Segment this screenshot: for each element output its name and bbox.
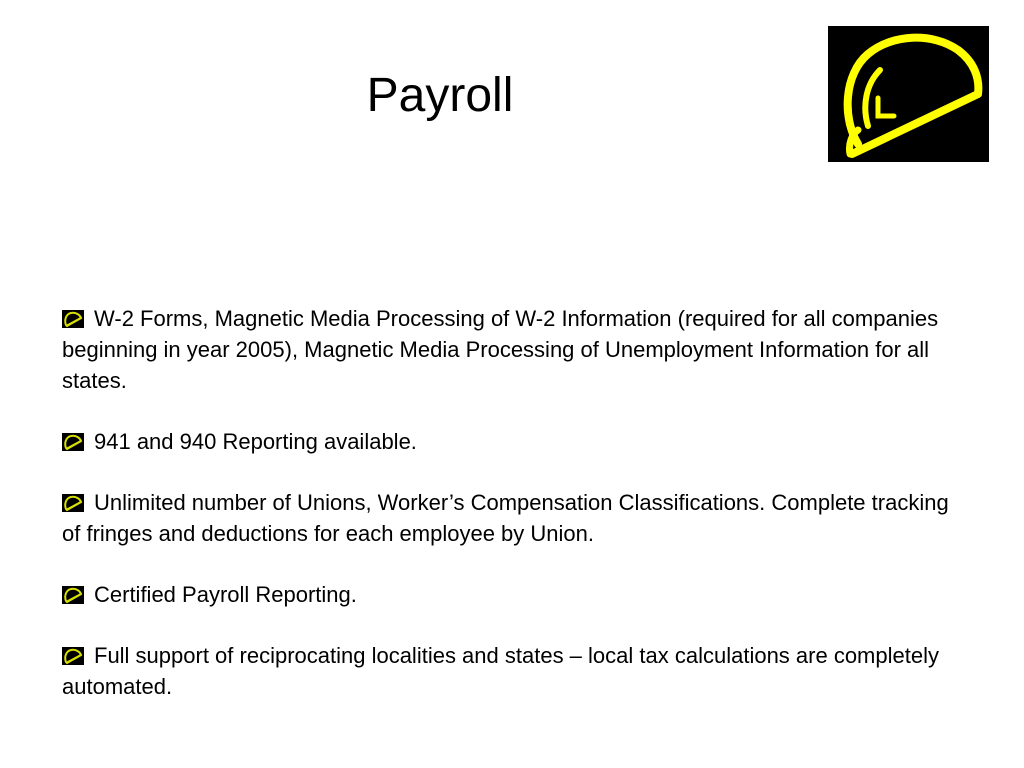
bullet-text: W-2 Forms, Magnetic Media Processing of W-2 Information (required for all companies beginning in year 2005), Magnetic Media Processing of Unemployment Information for all states. <box>62 306 939 393</box>
bullet-list <box>62 303 962 702</box>
bullet-text: Certified Payroll Reporting. <box>94 582 357 607</box>
hard-hat-bullet-icon <box>62 494 84 512</box>
bullet-item <box>62 487 962 549</box>
bullet-item <box>62 579 962 610</box>
bullet-text: Full support of reciprocating localities and states – local tax calculations are completely automated. <box>62 643 939 699</box>
hard-hat-bullet-icon <box>62 647 84 665</box>
hard-hat-bullet-icon <box>62 433 84 451</box>
bullet-item <box>62 303 962 396</box>
bullet-item <box>62 640 962 702</box>
bullet-text: Unlimited number of Unions, Worker’s Compensation Classifications. Complete tracking of fringes and deductions for each employee by Union. <box>62 490 949 546</box>
hard-hat-bullet-icon <box>62 586 84 604</box>
bullet-text: 941 and 940 Reporting available. <box>94 429 417 454</box>
slide-title: Payroll <box>366 69 514 122</box>
bullet-item <box>62 426 962 457</box>
hard-hat-bullet-icon <box>62 310 84 328</box>
hard-hat-l-logo-icon <box>828 26 989 162</box>
